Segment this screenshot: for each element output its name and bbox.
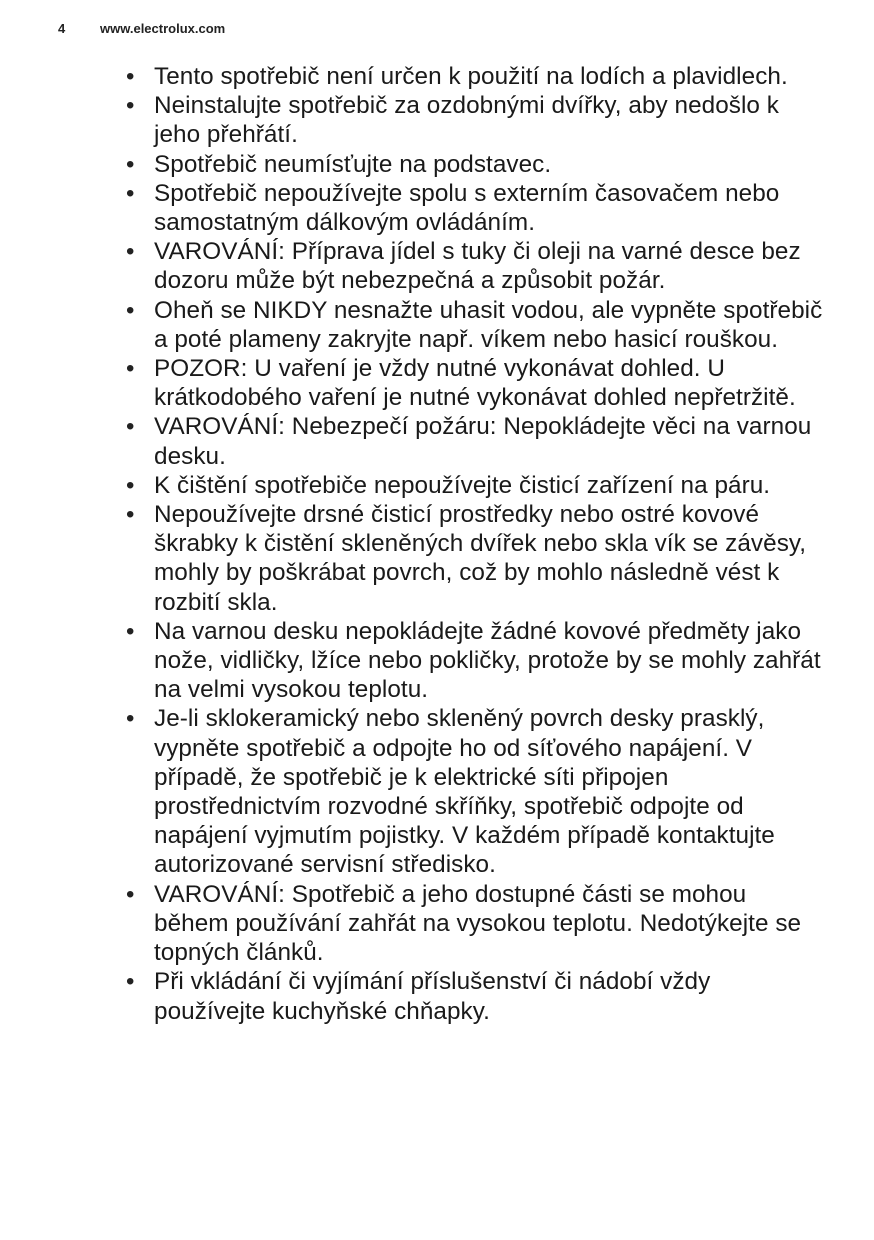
list-item-text: K čištění spotřebiče nepoužívejte čisticí zařízení na páru.: [154, 471, 771, 499]
list-item: [126, 237, 826, 295]
page-number: 4: [58, 21, 66, 36]
bullet-icon: •: [126, 968, 135, 996]
list-item-text: Spotřebič nepoužívejte spolu s externím časovačem nebo samostatným dálkovým ovládáním.: [154, 179, 780, 237]
bullet-icon: •: [126, 179, 135, 207]
bullet-icon: •: [126, 705, 135, 733]
list-item-text: POZOR: U vaření je vždy nutné vykonávat dohled. U krátkodobého vaření je nutné vykonávat dohled nepřetržitě.: [154, 355, 796, 412]
list-item-text: Oheň se NIKDY nesnažte uhasit vodou, ale vypněte spotřebič a poté plameny zakryjte např. víkem nebo hasicí rouškou.: [154, 296, 823, 353]
safety-bullet-list: [126, 62, 826, 1026]
list-item: [126, 880, 826, 968]
list-item: [126, 91, 826, 149]
page-header: [58, 21, 225, 36]
site-url[interactable]: www.electrolux.com: [100, 21, 226, 36]
list-item: [126, 150, 826, 179]
bullet-icon: •: [126, 880, 135, 908]
bullet-icon: •: [126, 150, 135, 178]
bullet-icon: •: [126, 92, 135, 120]
list-item-text: VAROVÁNÍ: Spotřebič a jeho dostupné části se mohou během používání zahřát na vysokou teplotu. Nedotýkejte se topných článků.: [154, 880, 802, 967]
bullet-icon: •: [126, 238, 135, 266]
list-item: [126, 179, 826, 237]
list-item: [126, 412, 826, 470]
list-item: [126, 471, 826, 500]
list-item: [126, 617, 826, 705]
list-item: [126, 967, 826, 1025]
list-item: [126, 704, 826, 879]
bullet-icon: •: [126, 63, 135, 90]
list-item-text: Spotřebič neumísťujte na podstavec.: [154, 150, 552, 178]
bullet-icon: •: [126, 355, 135, 383]
list-item-text: Neinstalujte spotřebič za ozdobnými dvířky, aby nedošlo k jeho přehřátí.: [154, 92, 779, 149]
list-item-text: Tento spotřebič není určen k použití na lodích a plavidlech.: [154, 63, 788, 90]
bullet-icon: •: [126, 617, 135, 645]
bullet-icon: •: [126, 471, 135, 499]
list-item-text: Při vkládání či vyjímání příslušenství či nádobí vždy používejte kuchyňské chňapky.: [154, 968, 711, 1025]
list-item: [126, 500, 826, 617]
list-item-text: Nepoužívejte drsné čisticí prostředky nebo ostré kovové škrabky k čistění skleněných dvířek nebo skla vík se závěsy, mohly by poškrábat povrch, což by mohlo následně vést k rozbití skla.: [154, 501, 807, 616]
bullet-icon: •: [126, 413, 135, 441]
list-item-text: VAROVÁNÍ: Nebezpečí požáru: Nepokládejte věci na varnou desku.: [154, 413, 812, 470]
list-item: [126, 354, 826, 412]
list-item: [126, 296, 826, 354]
list-item: [126, 62, 826, 91]
list-item-text: Na varnou desku nepokládejte žádné kovové předměty jako nože, vidličky, lžíce nebo pokličky, protože by se mohly zahřát na velmi vysokou teplotu.: [154, 617, 821, 704]
list-item-text: VAROVÁNÍ: Příprava jídel s tuky či oleji na varné desce bez dozoru může být nebezpečná a způsobit požár.: [154, 238, 801, 295]
bullet-icon: •: [126, 296, 135, 324]
bullet-icon: •: [126, 501, 135, 529]
list-item-text: Je-li sklokeramický nebo skleněný povrch desky prasklý, vypněte spotřebič a odpojte ho od síťového napájení. V případě, že spotřebič je k elektrické síti připojen prostřednictvím rozvodné skříňky, spotřebič odpojte od napájení vyjmutím pojistky. V každém případě kontaktujte autorizované servisní středisko.: [154, 705, 775, 879]
